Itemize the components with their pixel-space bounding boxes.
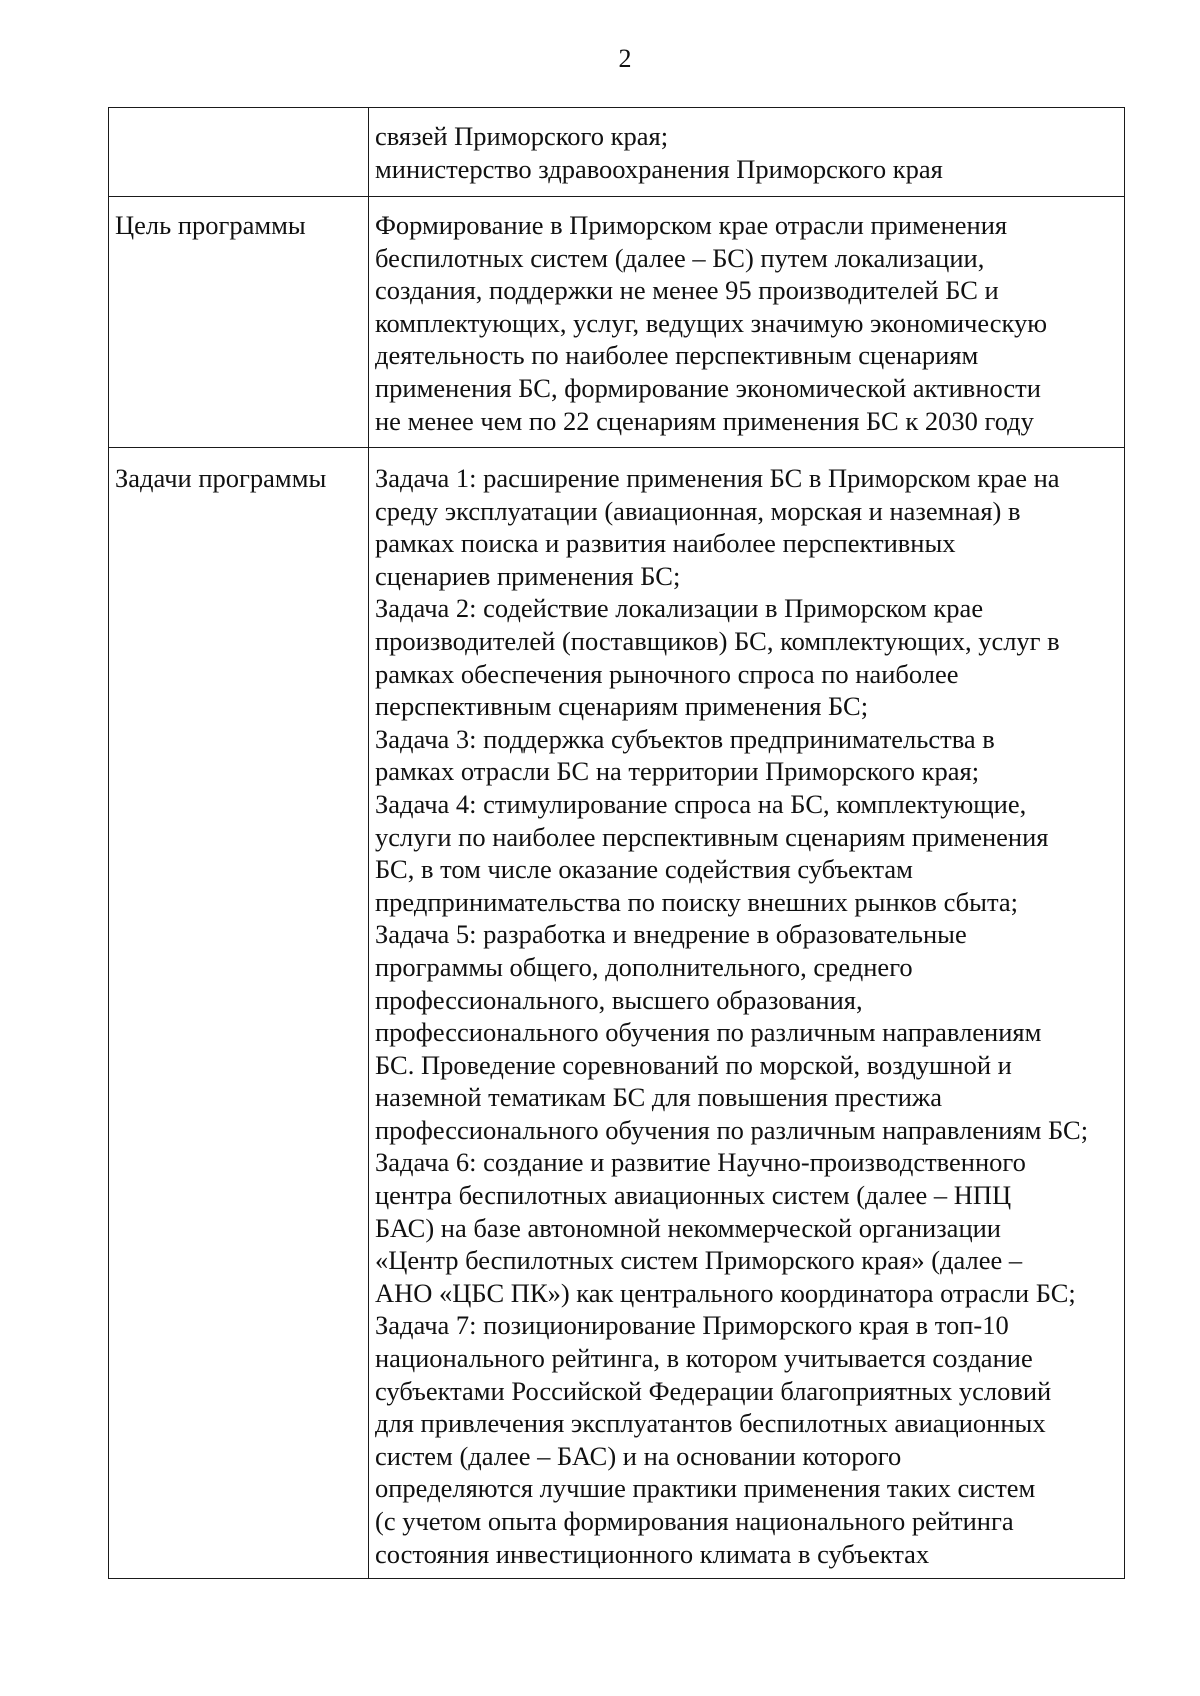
text-line: рамках обеспечения рыночного спроса по наиболее <box>375 658 959 689</box>
text-line: рамках отрасли БС на территории Приморского края; <box>375 756 980 787</box>
text-line: среду эксплуатации (авиационная, морская и наземная) в <box>375 495 1021 526</box>
text-line: Задача 6: создание и развитие Научно-производственного <box>375 1147 1026 1178</box>
text-line: профессионального обучения по различным направлениям БС; <box>375 1114 1089 1145</box>
text-line: создания, поддержки не менее 95 производителей БС и <box>375 275 999 306</box>
text-line: услуги по наиболее перспективным сценариям применения <box>375 821 1049 852</box>
text-line: БАС) на базе автономной некоммерческой организации <box>375 1212 1001 1243</box>
text-line: рамках поиска и развития наиболее перспективных <box>375 528 956 559</box>
text-line: профессионального обучения по различным направлениям <box>375 1017 1042 1048</box>
text-line: Формирование в Приморском крае отрасли применения <box>375 210 1008 240</box>
text-line: министерство здравоохранения Приморского края <box>375 153 943 184</box>
text-line: состояния инвестиционного климата в субъектах <box>375 1538 930 1569</box>
row-label <box>109 108 369 197</box>
text-line: определяются лучшие практики применения таких систем <box>375 1473 1036 1504</box>
text-line: национального рейтинга, в котором учитывается создание <box>375 1343 1033 1374</box>
text-line: предпринимательства по поиску внешних рынков сбыта; <box>375 886 1018 917</box>
text-line: не менее чем по 22 сценариям применения БС к 2030 году <box>375 405 1034 436</box>
text-line: Задача 1: расширение применения БС в Приморском крае на <box>375 463 1060 493</box>
text-line: (с учетом опыта формирования национального рейтинга <box>375 1506 1014 1536</box>
text-line: АНО «ЦБС ПК») как центрального координатора отрасли БС; <box>375 1277 1076 1308</box>
text-line: деятельность по наиболее перспективным сценариям <box>375 340 979 371</box>
row-label: Цель программы <box>109 197 369 448</box>
text-line: Задача 4: стимулирование спроса на БС, комплектующие, <box>375 788 1027 819</box>
table-row <box>109 108 1125 197</box>
text-line: БС, в том числе оказание содействия субъектам <box>375 854 913 885</box>
table-row <box>109 197 1125 448</box>
page-number: 2 <box>618 44 632 73</box>
table-row <box>109 448 1125 1579</box>
text-line: «Центр беспилотных систем Приморского края» (далее – <box>375 1245 1023 1276</box>
text-line: Задача 3: поддержка субъектов предпринимательства в <box>375 723 995 754</box>
text-line: производителей (поставщиков) БС, комплектующих, услуг в <box>375 625 1060 656</box>
text-line: Задача 2: содействие локализации в Приморском крае <box>375 593 984 624</box>
text-line: наземной тематикам БС для повышения престижа <box>375 1082 942 1113</box>
text-line: комплектующих, услуг, ведущих значимую экономическую <box>375 307 1048 338</box>
program-passport-table <box>108 107 1125 1579</box>
text-line: БС. Проведение соревнований по морской, воздушной и <box>375 1049 1012 1080</box>
text-line: связей Приморского края; <box>375 121 669 151</box>
row-content <box>369 448 1125 1579</box>
text-line: центра беспилотных авиационных систем (далее – НПЦ <box>375 1180 1012 1211</box>
text-line: Задача 7: позиционирование Приморского края в топ-10 <box>375 1310 1009 1341</box>
text-line: профессионального, высшего образования, <box>375 984 863 1015</box>
text-line: для привлечения эксплуатантов беспилотных авиационных <box>375 1408 1046 1439</box>
row-content <box>369 108 1125 197</box>
text-line: программы общего, дополнительного, среднего <box>375 951 913 982</box>
text-line: сценариев применения БС; <box>375 560 681 591</box>
text-line: систем (далее – БАС) и на основании которого <box>375 1440 902 1471</box>
text-line: беспилотных систем (далее – БС) путем локализации, <box>375 242 985 273</box>
row-label: Задачи программы <box>109 448 369 1579</box>
text-line: применения БС, формирование экономической активности <box>375 372 1041 403</box>
text-line: субъектами Российской Федерации благоприятных условий <box>375 1375 1052 1406</box>
row-content <box>369 197 1125 448</box>
text-line: Задача 5: разработка и внедрение в образовательные <box>375 919 967 950</box>
text-line: перспективным сценариям применения БС; <box>375 691 869 722</box>
